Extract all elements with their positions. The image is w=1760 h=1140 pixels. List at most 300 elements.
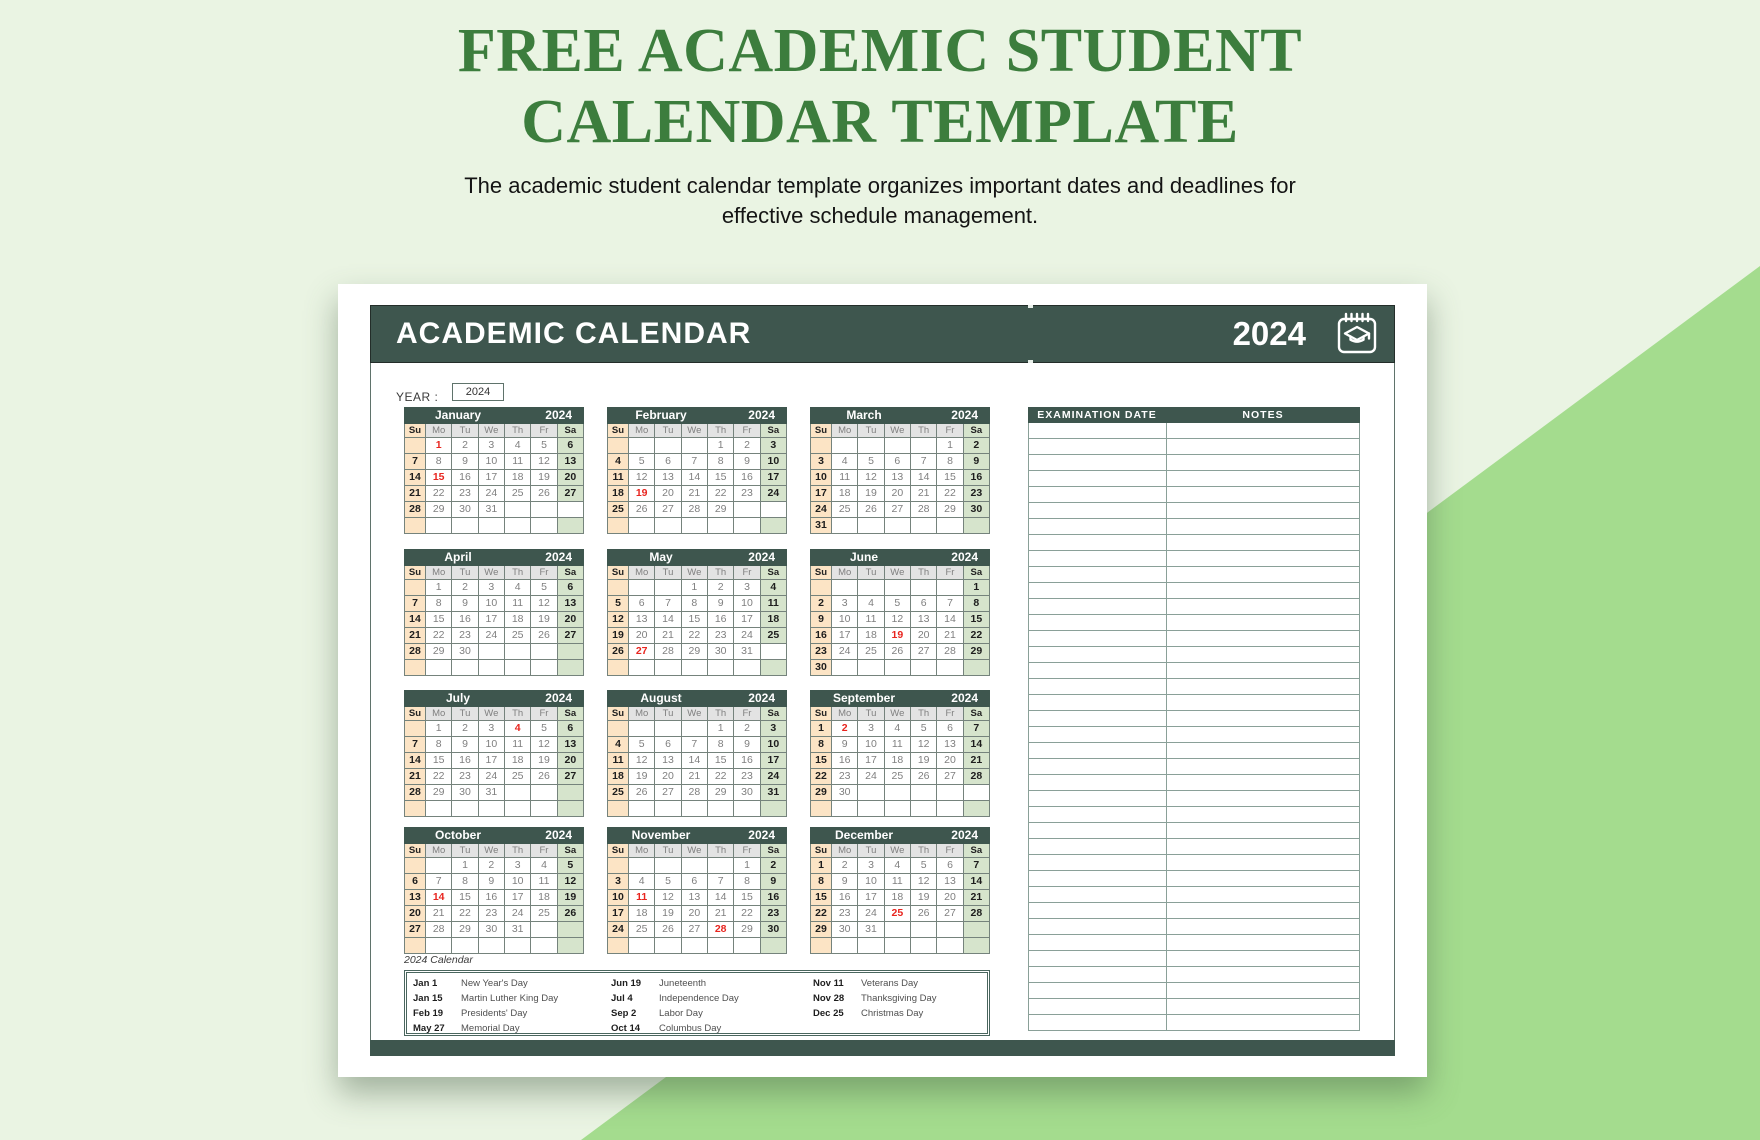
exam-date-cell[interactable] bbox=[1029, 631, 1167, 646]
exam-note-cell[interactable] bbox=[1167, 519, 1359, 534]
holiday-name: New Year's Day bbox=[461, 978, 528, 989]
exam-date-cell[interactable] bbox=[1029, 743, 1167, 758]
weekday-label: Th bbox=[505, 424, 530, 437]
exam-note-cell[interactable] bbox=[1167, 919, 1359, 934]
holiday-date: Oct 14 bbox=[611, 1023, 641, 1034]
day-cell: 29 bbox=[682, 644, 707, 659]
day-cell: 4 bbox=[832, 454, 857, 469]
weekday-label: Su bbox=[405, 844, 425, 857]
day-cell: 7 bbox=[937, 596, 962, 611]
day-cell: 17 bbox=[761, 470, 786, 485]
examination-rows bbox=[1028, 423, 1360, 1031]
exam-note-cell[interactable] bbox=[1167, 711, 1359, 726]
day-cell: 20 bbox=[558, 470, 583, 485]
exam-note-cell[interactable] bbox=[1167, 615, 1359, 630]
exam-note-cell[interactable] bbox=[1167, 503, 1359, 518]
day-cell bbox=[708, 938, 733, 953]
day-cell: 4 bbox=[885, 858, 910, 873]
day-cell: 2 bbox=[734, 438, 759, 453]
day-cell: 10 bbox=[761, 737, 786, 752]
exam-row bbox=[1029, 711, 1359, 727]
day-cell bbox=[608, 518, 628, 533]
day-cell: 13 bbox=[682, 890, 707, 905]
weekday-label: Sa bbox=[558, 844, 583, 857]
month-name: July bbox=[445, 691, 470, 705]
exam-note-cell[interactable] bbox=[1167, 791, 1359, 806]
weekday-label: Fr bbox=[937, 844, 962, 857]
exam-note-cell[interactable] bbox=[1167, 583, 1359, 598]
day-cell bbox=[682, 438, 707, 453]
weekday-label: Mo bbox=[426, 844, 451, 857]
page-title bbox=[0, 16, 1760, 157]
legend-entry bbox=[813, 976, 937, 991]
exam-row bbox=[1029, 999, 1359, 1015]
exam-note-cell[interactable] bbox=[1167, 487, 1359, 502]
day-cell: 21 bbox=[964, 890, 989, 905]
day-cell bbox=[811, 938, 831, 953]
weekday-label: Th bbox=[911, 707, 936, 720]
exam-date-cell[interactable] bbox=[1029, 807, 1167, 822]
weekday-label: We bbox=[479, 424, 504, 437]
day-cell: 8 bbox=[452, 874, 477, 889]
day-cell bbox=[608, 438, 628, 453]
day-cell bbox=[452, 938, 477, 953]
day-cell bbox=[682, 801, 707, 816]
day-cell bbox=[885, 785, 910, 800]
exam-date-cell[interactable] bbox=[1029, 887, 1167, 902]
day-cell bbox=[531, 785, 556, 800]
day-cell bbox=[937, 580, 962, 595]
exam-date-cell[interactable] bbox=[1029, 1015, 1167, 1030]
day-cell: 5 bbox=[531, 580, 556, 595]
month-header bbox=[404, 407, 584, 424]
weekday-label: Sa bbox=[558, 424, 583, 437]
exam-row bbox=[1029, 599, 1359, 615]
day-cell bbox=[558, 922, 583, 937]
weekday-label: Th bbox=[911, 566, 936, 579]
exam-date-cell[interactable] bbox=[1029, 583, 1167, 598]
day-cell bbox=[911, 938, 936, 953]
examination-date-header: EXAMINATION DATE bbox=[1037, 409, 1157, 421]
day-cell: 12 bbox=[858, 470, 883, 485]
day-cell: 4 bbox=[761, 580, 786, 595]
exam-note-cell[interactable] bbox=[1167, 775, 1359, 790]
day-cell: 22 bbox=[811, 906, 831, 921]
page-title-line2: CALENDAR TEMPLATE bbox=[521, 87, 1239, 156]
weekday-label: Mo bbox=[426, 566, 451, 579]
day-cell: 24 bbox=[505, 906, 530, 921]
exam-row bbox=[1029, 695, 1359, 711]
month-days bbox=[607, 438, 787, 534]
day-cell: 16 bbox=[708, 612, 733, 627]
day-cell: 24 bbox=[761, 486, 786, 501]
day-cell: 10 bbox=[479, 596, 504, 611]
day-cell: 2 bbox=[452, 438, 477, 453]
exam-date-cell[interactable] bbox=[1029, 519, 1167, 534]
day-cell: 6 bbox=[655, 737, 680, 752]
graduation-cap-notebook-icon bbox=[1333, 310, 1381, 358]
day-cell: 28 bbox=[937, 644, 962, 659]
exam-date-cell[interactable] bbox=[1029, 567, 1167, 582]
day-cell: 12 bbox=[531, 596, 556, 611]
exam-row bbox=[1029, 615, 1359, 631]
exam-note-cell[interactable] bbox=[1167, 599, 1359, 614]
day-cell: 25 bbox=[608, 785, 628, 800]
day-cell: 23 bbox=[832, 769, 857, 784]
day-cell: 20 bbox=[655, 769, 680, 784]
day-cell bbox=[531, 518, 556, 533]
exam-note-cell[interactable] bbox=[1167, 759, 1359, 774]
day-cell: 4 bbox=[505, 438, 530, 453]
day-cell bbox=[885, 938, 910, 953]
day-cell bbox=[608, 801, 628, 816]
exam-row bbox=[1029, 919, 1359, 935]
exam-date-cell[interactable] bbox=[1029, 695, 1167, 710]
exam-note-cell[interactable] bbox=[1167, 471, 1359, 486]
day-cell: 30 bbox=[761, 922, 786, 937]
day-cell: 24 bbox=[832, 644, 857, 659]
exam-note-cell[interactable] bbox=[1167, 839, 1359, 854]
day-cell: 24 bbox=[858, 769, 883, 784]
day-cell: 24 bbox=[761, 769, 786, 784]
day-cell: 5 bbox=[531, 438, 556, 453]
exam-date-cell[interactable] bbox=[1029, 823, 1167, 838]
exam-note-cell[interactable] bbox=[1167, 727, 1359, 742]
exam-row bbox=[1029, 951, 1359, 967]
day-cell: 25 bbox=[885, 906, 910, 921]
day-cell: 14 bbox=[682, 753, 707, 768]
day-cell: 22 bbox=[708, 769, 733, 784]
day-cell: 9 bbox=[832, 737, 857, 752]
day-cell: 20 bbox=[937, 890, 962, 905]
day-cell: 9 bbox=[452, 737, 477, 752]
day-cell: 18 bbox=[761, 612, 786, 627]
day-cell: 22 bbox=[452, 906, 477, 921]
exam-note-cell[interactable] bbox=[1167, 823, 1359, 838]
exam-row bbox=[1029, 583, 1359, 599]
day-cell: 11 bbox=[608, 470, 628, 485]
day-cell: 18 bbox=[505, 753, 530, 768]
day-cell bbox=[858, 785, 883, 800]
page-subtitle-line1: The academic student calendar template organizes important dates and deadlines for bbox=[464, 173, 1296, 199]
exam-date-cell[interactable] bbox=[1029, 711, 1167, 726]
exam-note-cell[interactable] bbox=[1167, 983, 1359, 998]
exam-date-cell[interactable] bbox=[1029, 663, 1167, 678]
exam-date-cell[interactable] bbox=[1029, 615, 1167, 630]
exam-date-cell[interactable] bbox=[1029, 871, 1167, 886]
day-cell: 17 bbox=[858, 753, 883, 768]
exam-row bbox=[1029, 823, 1359, 839]
day-cell: 23 bbox=[452, 769, 477, 784]
month-header bbox=[607, 549, 787, 566]
exam-note-cell[interactable] bbox=[1167, 535, 1359, 550]
day-cell bbox=[708, 518, 733, 533]
day-cell: 20 bbox=[682, 906, 707, 921]
exam-date-cell[interactable] bbox=[1029, 999, 1167, 1014]
exam-note-cell[interactable] bbox=[1167, 807, 1359, 822]
legend-entry bbox=[413, 1006, 558, 1021]
day-cell: 5 bbox=[911, 721, 936, 736]
exam-date-cell[interactable] bbox=[1029, 535, 1167, 550]
month-february bbox=[607, 407, 787, 534]
day-cell: 17 bbox=[479, 470, 504, 485]
day-cell: 18 bbox=[832, 486, 857, 501]
exam-note-cell[interactable] bbox=[1167, 1015, 1359, 1030]
day-cell: 3 bbox=[761, 438, 786, 453]
day-cell: 9 bbox=[452, 454, 477, 469]
weekday-header-row bbox=[607, 566, 787, 580]
exam-note-cell[interactable] bbox=[1167, 967, 1359, 982]
month-days bbox=[810, 580, 990, 676]
day-cell bbox=[911, 660, 936, 675]
day-cell bbox=[682, 518, 707, 533]
exam-note-cell[interactable] bbox=[1167, 935, 1359, 950]
month-october bbox=[404, 827, 584, 954]
exam-date-cell[interactable] bbox=[1029, 983, 1167, 998]
day-cell: 10 bbox=[761, 454, 786, 469]
day-cell: 29 bbox=[811, 785, 831, 800]
day-cell: 30 bbox=[479, 922, 504, 937]
day-cell: 14 bbox=[655, 612, 680, 627]
day-cell: 30 bbox=[452, 502, 477, 517]
exam-date-cell[interactable] bbox=[1029, 775, 1167, 790]
exam-date-cell[interactable] bbox=[1029, 839, 1167, 854]
exam-date-cell[interactable] bbox=[1029, 903, 1167, 918]
exam-date-cell[interactable] bbox=[1029, 455, 1167, 470]
holiday-date: Sep 2 bbox=[611, 1008, 637, 1019]
exam-note-cell[interactable] bbox=[1167, 855, 1359, 870]
day-cell: 17 bbox=[761, 753, 786, 768]
exam-date-cell[interactable] bbox=[1029, 503, 1167, 518]
day-cell: 28 bbox=[405, 644, 425, 659]
month-july bbox=[404, 690, 584, 817]
exam-date-cell[interactable] bbox=[1029, 967, 1167, 982]
day-cell: 30 bbox=[734, 785, 759, 800]
exam-date-cell[interactable] bbox=[1029, 551, 1167, 566]
exam-note-cell[interactable] bbox=[1167, 903, 1359, 918]
legend-column bbox=[413, 976, 558, 1036]
day-cell: 19 bbox=[558, 890, 583, 905]
day-cell bbox=[558, 785, 583, 800]
day-cell: 1 bbox=[426, 438, 451, 453]
day-cell: 22 bbox=[708, 486, 733, 501]
month-may bbox=[607, 549, 787, 676]
day-cell: 9 bbox=[708, 596, 733, 611]
day-cell: 10 bbox=[479, 454, 504, 469]
exam-date-cell[interactable] bbox=[1029, 791, 1167, 806]
day-cell: 31 bbox=[479, 785, 504, 800]
day-cell: 18 bbox=[858, 628, 883, 643]
day-cell: 1 bbox=[452, 858, 477, 873]
day-cell: 2 bbox=[811, 596, 831, 611]
exam-note-cell[interactable] bbox=[1167, 695, 1359, 710]
month-days bbox=[404, 858, 584, 954]
holiday-name: Columbus Day bbox=[659, 1023, 722, 1034]
day-cell: 24 bbox=[608, 922, 628, 937]
month-year: 2024 bbox=[545, 691, 572, 705]
day-cell bbox=[608, 721, 628, 736]
exam-date-cell[interactable] bbox=[1029, 599, 1167, 614]
exam-date-cell[interactable] bbox=[1029, 759, 1167, 774]
day-cell: 13 bbox=[911, 612, 936, 627]
day-cell bbox=[761, 938, 786, 953]
month-name: October bbox=[434, 828, 481, 842]
day-cell: 11 bbox=[832, 470, 857, 485]
exam-note-cell[interactable] bbox=[1167, 679, 1359, 694]
exam-date-cell[interactable] bbox=[1029, 855, 1167, 870]
day-cell: 12 bbox=[655, 890, 680, 905]
weekday-label: Mo bbox=[832, 844, 857, 857]
day-cell: 6 bbox=[937, 858, 962, 873]
weekday-label: Fr bbox=[937, 566, 962, 579]
exam-row bbox=[1029, 935, 1359, 951]
day-cell bbox=[531, 660, 556, 675]
month-year: 2024 bbox=[748, 828, 775, 842]
day-cell bbox=[426, 518, 451, 533]
holiday-date: Jul 4 bbox=[611, 993, 633, 1004]
weekday-label: We bbox=[682, 566, 707, 579]
day-cell: 7 bbox=[426, 874, 451, 889]
day-cell: 10 bbox=[479, 737, 504, 752]
exam-date-cell[interactable] bbox=[1029, 951, 1167, 966]
day-cell bbox=[734, 518, 759, 533]
day-cell: 8 bbox=[937, 454, 962, 469]
exam-note-cell[interactable] bbox=[1167, 871, 1359, 886]
exam-note-cell[interactable] bbox=[1167, 423, 1359, 438]
exam-note-cell[interactable] bbox=[1167, 455, 1359, 470]
weekday-label: We bbox=[885, 566, 910, 579]
month-year: 2024 bbox=[545, 550, 572, 564]
weekday-label: Fr bbox=[734, 707, 759, 720]
day-cell bbox=[734, 660, 759, 675]
day-cell bbox=[505, 801, 530, 816]
day-cell bbox=[885, 801, 910, 816]
month-header bbox=[810, 827, 990, 844]
weekday-header-row bbox=[607, 844, 787, 858]
day-cell: 26 bbox=[531, 769, 556, 784]
exam-date-cell[interactable] bbox=[1029, 471, 1167, 486]
day-cell bbox=[452, 518, 477, 533]
day-cell: 9 bbox=[964, 454, 989, 469]
exam-note-cell[interactable] bbox=[1167, 647, 1359, 662]
day-cell: 23 bbox=[452, 628, 477, 643]
exam-date-cell[interactable] bbox=[1029, 647, 1167, 662]
day-cell: 14 bbox=[405, 753, 425, 768]
day-cell bbox=[885, 518, 910, 533]
day-cell: 21 bbox=[426, 906, 451, 921]
day-cell bbox=[558, 644, 583, 659]
day-cell: 6 bbox=[405, 874, 425, 889]
exam-date-cell[interactable] bbox=[1029, 439, 1167, 454]
day-cell: 20 bbox=[655, 486, 680, 501]
weekday-label: Fr bbox=[937, 707, 962, 720]
day-cell bbox=[655, 938, 680, 953]
day-cell bbox=[964, 801, 989, 816]
month-march bbox=[810, 407, 990, 534]
day-cell: 3 bbox=[832, 596, 857, 611]
exam-date-cell[interactable] bbox=[1029, 727, 1167, 742]
day-cell: 7 bbox=[682, 737, 707, 752]
month-name: September bbox=[832, 691, 896, 705]
day-cell: 21 bbox=[937, 628, 962, 643]
month-name: December bbox=[834, 828, 894, 842]
day-cell: 8 bbox=[811, 874, 831, 889]
exam-date-cell[interactable] bbox=[1029, 919, 1167, 934]
day-cell: 27 bbox=[885, 502, 910, 517]
exam-note-cell[interactable] bbox=[1167, 439, 1359, 454]
exam-date-cell[interactable] bbox=[1029, 679, 1167, 694]
day-cell bbox=[629, 660, 654, 675]
weekday-label: Su bbox=[608, 844, 628, 857]
day-cell: 26 bbox=[531, 486, 556, 501]
exam-row bbox=[1029, 727, 1359, 743]
day-cell: 5 bbox=[858, 454, 883, 469]
month-november bbox=[607, 827, 787, 954]
exam-note-cell[interactable] bbox=[1167, 887, 1359, 902]
day-cell: 2 bbox=[734, 721, 759, 736]
exam-note-cell[interactable] bbox=[1167, 743, 1359, 758]
weekday-label: Mo bbox=[832, 424, 857, 437]
day-cell: 3 bbox=[858, 858, 883, 873]
day-cell: 3 bbox=[811, 454, 831, 469]
day-cell: 28 bbox=[911, 502, 936, 517]
day-cell bbox=[937, 922, 962, 937]
year-input[interactable] bbox=[452, 383, 504, 401]
day-cell: 22 bbox=[964, 628, 989, 643]
exam-note-cell[interactable] bbox=[1167, 663, 1359, 678]
exam-note-cell[interactable] bbox=[1167, 999, 1359, 1014]
weekday-label: We bbox=[885, 707, 910, 720]
exam-date-cell[interactable] bbox=[1029, 935, 1167, 950]
weekday-header-row bbox=[404, 424, 584, 438]
weekday-label: Su bbox=[405, 566, 425, 579]
exam-date-cell[interactable] bbox=[1029, 487, 1167, 502]
day-cell bbox=[505, 785, 530, 800]
day-cell: 12 bbox=[558, 874, 583, 889]
day-cell bbox=[655, 858, 680, 873]
month-days bbox=[810, 858, 990, 954]
exam-row bbox=[1029, 503, 1359, 519]
legend-column bbox=[813, 976, 937, 1021]
month-header bbox=[404, 827, 584, 844]
exam-row bbox=[1029, 471, 1359, 487]
day-cell: 28 bbox=[964, 906, 989, 921]
exam-note-cell[interactable] bbox=[1167, 551, 1359, 566]
exam-date-cell[interactable] bbox=[1029, 423, 1167, 438]
day-cell: 6 bbox=[629, 596, 654, 611]
day-cell: 3 bbox=[479, 438, 504, 453]
day-cell: 19 bbox=[531, 753, 556, 768]
exam-note-cell[interactable] bbox=[1167, 951, 1359, 966]
exam-note-cell[interactable] bbox=[1167, 631, 1359, 646]
day-cell bbox=[937, 801, 962, 816]
day-cell: 29 bbox=[811, 922, 831, 937]
holiday-date: Jan 1 bbox=[413, 978, 438, 989]
weekday-label: Su bbox=[811, 424, 831, 437]
day-cell bbox=[452, 801, 477, 816]
month-year: 2024 bbox=[545, 828, 572, 842]
weekday-label: We bbox=[682, 844, 707, 857]
day-cell: 12 bbox=[608, 612, 628, 627]
day-cell bbox=[761, 801, 786, 816]
day-cell: 22 bbox=[426, 769, 451, 784]
day-cell: 13 bbox=[655, 470, 680, 485]
exam-row bbox=[1029, 839, 1359, 855]
legend-entry bbox=[611, 976, 739, 991]
exam-note-cell[interactable] bbox=[1167, 567, 1359, 582]
page-title-line1: FREE ACADEMIC STUDENT bbox=[457, 17, 1303, 85]
day-cell bbox=[558, 518, 583, 533]
